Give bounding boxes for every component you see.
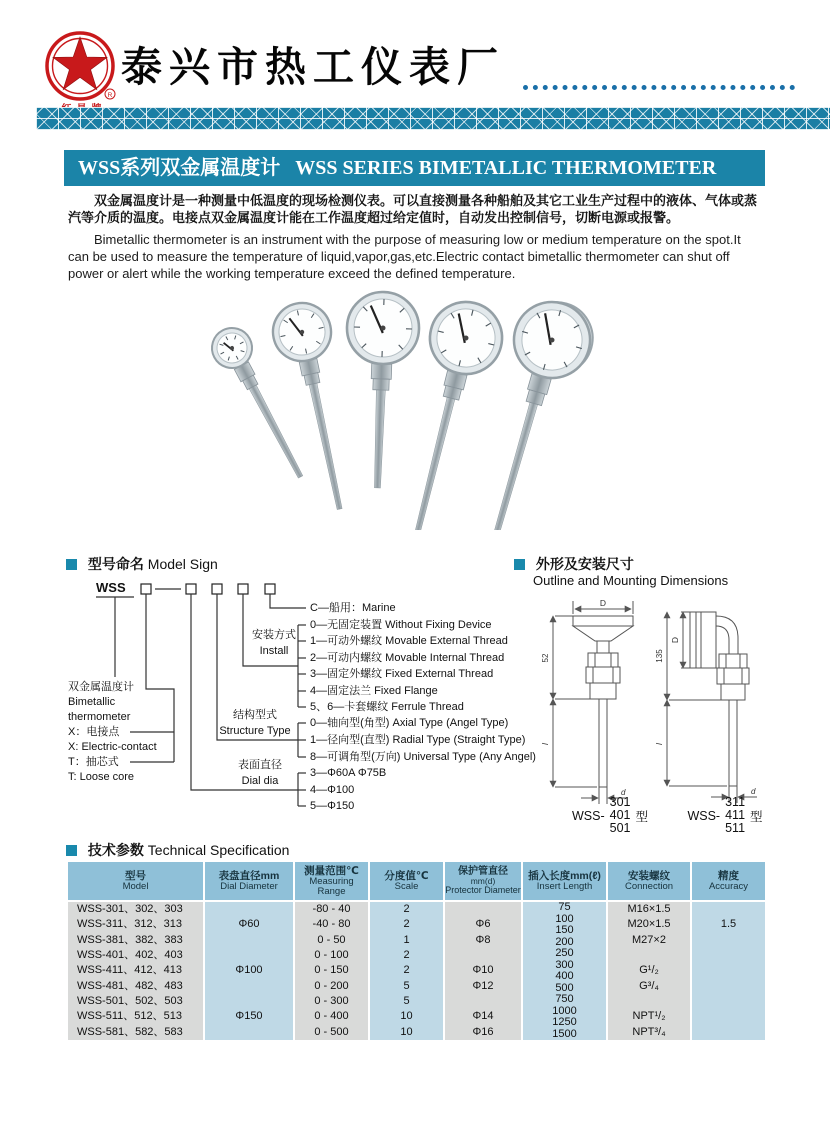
- left-block-line: Bimetallic: [68, 696, 116, 708]
- col-header-zh: 分度值℃: [384, 869, 429, 882]
- col-header-zh: 表盘直径mm: [218, 869, 280, 882]
- teal-square-icon: [66, 559, 77, 570]
- insert-length-value: 200: [555, 935, 574, 948]
- structure-label-en: Structure Type: [219, 725, 291, 737]
- series-title-en: WSS SERIES BIMETALLIC THERMOMETER: [295, 157, 717, 179]
- dim-label-d-left: d: [621, 788, 626, 797]
- code-item-dial: 3—Φ60A Φ75B: [310, 767, 387, 779]
- col-header-measuring-range: [295, 862, 368, 900]
- connection-value: M27×2: [632, 933, 666, 946]
- code-item-install: 4—固定法兰 Fixed Flange: [310, 685, 438, 697]
- caption-model: 511: [725, 821, 746, 835]
- scale-value: 2: [403, 903, 410, 915]
- table-row-model: WSS-501、502、503: [77, 994, 183, 1007]
- outline-caption-right: [655, 796, 795, 835]
- col-header-en: Measuring Range: [309, 875, 354, 897]
- insert-length-value: 500: [555, 981, 574, 994]
- install-label: [244, 627, 304, 659]
- scale-value: 5: [403, 994, 410, 1007]
- col-model: [68, 902, 203, 1040]
- thermometer-3: [341, 291, 420, 489]
- company-name: 泰兴市热工仪表厂: [121, 44, 505, 90]
- caption-model: 301: [609, 795, 631, 809]
- caption-model: 311: [725, 795, 746, 809]
- col-header-dial-diameter: [205, 862, 293, 900]
- range-value: 0 - 50: [317, 933, 346, 946]
- protector-value: Φ6: [475, 918, 491, 931]
- insert-length-value: 400: [555, 970, 574, 982]
- svg-text:R: R: [107, 92, 113, 99]
- table-row-model: WSS-511、512、513: [77, 1010, 182, 1023]
- code-item-structure: 8—可调角型(万向) Universal Type (Any Angel): [310, 751, 536, 763]
- outline-heading-zh: 外形及安装尺寸: [535, 556, 634, 572]
- code-item-dial: 5—Φ150: [310, 800, 355, 812]
- col-insert-length: [523, 902, 606, 1040]
- model-sign-heading: [66, 554, 218, 574]
- scale-value: 2: [403, 918, 410, 931]
- col-protector-diameter: [445, 902, 521, 1040]
- range-value: 0 - 200: [314, 979, 349, 992]
- left-block-line: X: Electric-contact: [68, 741, 157, 753]
- col-header-zh: 安装螺纹: [628, 869, 670, 882]
- col-header-zh: 插入长度mm(ℓ): [528, 869, 601, 882]
- col-header-zh: 精度: [718, 869, 739, 882]
- left-block-line: T: Loose core: [68, 771, 135, 783]
- lattice-band-top: [36, 107, 830, 130]
- caption-models: [610, 796, 631, 835]
- scale-value: 1: [403, 933, 410, 946]
- caption-type-suffix: 型: [750, 809, 763, 824]
- scale-value: 10: [400, 1025, 413, 1038]
- structure-label-zh: 结构型式: [233, 709, 277, 721]
- col-header-zh: 型号: [125, 869, 146, 882]
- intro-paragraph-en: Bimetallic thermometer is an instrument with the purpose of measuring low or medium temperature on the spot.It can be used to measure the temperature of liquid,vapor,gas,etc.Electric contact bimetallic thermometer can shut off power or alert while the working temperature exceed the defined temperature.: [68, 232, 741, 281]
- code-item-install: 5、6—卡套螺纹 Ferrule Thread: [310, 701, 464, 713]
- col-header-insert-length: [523, 862, 606, 900]
- left-block-line: T：抽芯式: [68, 756, 119, 768]
- insert-length-value: 750: [555, 993, 574, 1005]
- insert-length-value: 1000: [552, 1004, 577, 1017]
- series-title-bar: [64, 150, 765, 186]
- spec-heading: [66, 840, 289, 860]
- intro-paragraph-zh: 双金属温度计是一种测量中低温度的现场检测仪表。可以直接测量各种船舶及其它工业生产过程中的液体、气体或蒸汽等介质的温度。电接点双金属温度计能在工作温度超过给定值时，自动发出控制信号，切断电源或报警。: [68, 193, 758, 225]
- col-header-en: Connection: [624, 880, 674, 892]
- table-row-model: WSS-301、302、303: [77, 903, 183, 915]
- insert-length-value: 1500: [552, 1027, 577, 1040]
- insert-length-value: 75: [558, 901, 571, 913]
- protector-value: Φ8: [475, 933, 491, 946]
- caption-prefix: WSS-: [571, 808, 605, 823]
- col-dial-diameter: [205, 902, 293, 1040]
- code-item-install: 0—无固定装置 Without Fixing Device: [310, 619, 492, 631]
- teal-square-icon: [514, 559, 525, 570]
- col-header-en: Scale: [394, 880, 419, 892]
- range-value: -80 - 40: [312, 903, 351, 915]
- model-sign-heading-zh: 型号命名: [87, 556, 144, 572]
- table-row-model: WSS-401、402、403: [77, 948, 183, 961]
- col-measuring-range: [295, 902, 368, 1040]
- protector-value: Φ12: [472, 979, 494, 992]
- code-item-install: 2—可动内螺纹 Movable Internal Thread: [310, 652, 505, 664]
- dial-label-en: Dial dia: [241, 775, 279, 787]
- spec-heading-en: Technical Specification: [147, 842, 290, 858]
- teal-square-icon: [66, 845, 77, 856]
- outline-heading-en: Outline and Mounting Dimensions: [533, 573, 729, 588]
- structure-label: [212, 707, 298, 739]
- connection-value: G¹/₂: [639, 964, 659, 977]
- dial-label: [226, 757, 294, 789]
- install-label-en: Install: [259, 645, 289, 657]
- range-value: 0 - 100: [314, 948, 349, 961]
- col-header-zh: 保护管直径: [458, 865, 508, 877]
- series-title-zh: WSS系列双金属温度计: [78, 157, 281, 179]
- scale-value: 2: [403, 964, 410, 977]
- table-row-model: WSS-311、312、313: [77, 918, 182, 931]
- dim-label-D-right: D: [670, 636, 680, 644]
- table-row-model: WSS-581、582、583: [77, 1025, 183, 1038]
- intro-block: [68, 192, 765, 287]
- left-block-line: 双金属温度计: [68, 681, 134, 693]
- table-row-model: WSS-381、382、383: [77, 933, 183, 946]
- col-header-en: Accuracy: [708, 880, 749, 892]
- table-row-model: WSS-481、482、483: [77, 979, 183, 992]
- caption-models: [725, 796, 745, 835]
- spec-table: [68, 862, 765, 1040]
- col-connection: [608, 902, 690, 1040]
- col-header-en: Insert Length: [536, 880, 593, 892]
- insert-length-value: 300: [555, 958, 574, 971]
- caption-type-suffix: 型: [635, 809, 648, 824]
- code-item-install: 1—可动外螺纹 Movable External Thread: [310, 635, 508, 647]
- insert-length-value: 1250: [552, 1016, 577, 1028]
- col-header-zh: 测量范围℃: [304, 864, 359, 877]
- col-accuracy: [692, 902, 765, 1040]
- outline-heading: [514, 554, 634, 574]
- insert-length-value: 150: [555, 924, 574, 936]
- scale-value: 10: [400, 1010, 413, 1023]
- dim-label-d-right: d: [751, 787, 756, 796]
- code-item-marine: C—船用：Marine: [310, 602, 396, 614]
- protector-value: Φ16: [472, 1025, 494, 1038]
- caption-model: 401: [609, 808, 631, 822]
- range-value: 0 - 400: [314, 1010, 349, 1023]
- dim-label-l-left: l: [540, 743, 550, 745]
- range-value: 0 - 150: [314, 964, 349, 977]
- connection-value: NPT¹/₂: [632, 1010, 666, 1023]
- range-value: -40 - 80: [312, 918, 351, 931]
- code-item-install: 3—固定外螺纹 Fixed External Thread: [310, 668, 494, 680]
- connection-value: M16×1.5: [627, 903, 671, 915]
- scale-value: 5: [403, 979, 410, 992]
- red-star-logo: [42, 28, 120, 106]
- dim-label-D-left: D: [599, 598, 607, 608]
- connection-value: NPT³/₄: [632, 1025, 666, 1038]
- scale-value: 2: [403, 948, 410, 961]
- col-header-zh-sub: mm(d): [470, 875, 496, 886]
- dim-label-l-right: l: [654, 743, 664, 745]
- dial-diameter-value: Φ60: [238, 918, 260, 931]
- protector-value: Φ10: [472, 964, 494, 977]
- install-label-zh: 安装方式: [252, 629, 296, 641]
- caption-prefix: WSS-: [687, 808, 721, 823]
- dim-label-height-left: 52: [541, 653, 550, 663]
- code-item-structure: 0—轴向型(角型) Axial Type (Angel Type): [310, 717, 509, 729]
- col-header-model: [68, 862, 203, 900]
- dial-diameter-value: Φ150: [235, 1010, 263, 1023]
- caption-model: 501: [609, 821, 631, 835]
- connection-value: G³/₄: [639, 979, 659, 992]
- dim-label-height-right: 135: [655, 649, 664, 663]
- col-header-connection: [608, 862, 690, 900]
- col-header-accuracy: [692, 862, 765, 900]
- model-sign-heading-en: Model Sign: [147, 556, 218, 572]
- insert-length-value: 250: [555, 947, 574, 959]
- dial-diameter-value: Φ100: [235, 964, 263, 977]
- dial-label-zh: 表面直径: [238, 759, 282, 771]
- col-header-en: Model: [122, 880, 149, 892]
- col-header-en: Protector Diameter: [445, 884, 521, 895]
- protector-value: Φ14: [472, 1010, 494, 1023]
- col-header-en: Dial Diameter: [220, 880, 278, 892]
- model-sign-diagram: [68, 580, 538, 838]
- accuracy-value: 1.5: [720, 918, 737, 931]
- range-value: 0 - 500: [314, 1025, 349, 1038]
- col-header-scale: [370, 862, 443, 900]
- code-item-dial: 4—Φ100: [310, 784, 355, 796]
- dotted-leader: [523, 80, 795, 90]
- model-prefix: WSS: [96, 580, 126, 595]
- table-row-model: WSS-411、412、413: [77, 964, 182, 977]
- left-block-line: X：电接点: [68, 726, 120, 738]
- col-scale: [370, 902, 443, 1040]
- range-value: 0 - 300: [314, 994, 349, 1007]
- spec-heading-zh: 技术参数: [87, 842, 144, 858]
- caption-model: 411: [725, 808, 746, 822]
- left-block-line: thermometer: [68, 711, 131, 723]
- product-photo-thermometers: [180, 276, 650, 530]
- code-item-structure: 1—径向型(直型) Radial Type (Straight Type): [310, 734, 526, 746]
- connection-value: M20×1.5: [627, 918, 671, 931]
- col-header-protector-diameter: [445, 862, 521, 900]
- insert-length-value: 100: [555, 912, 574, 925]
